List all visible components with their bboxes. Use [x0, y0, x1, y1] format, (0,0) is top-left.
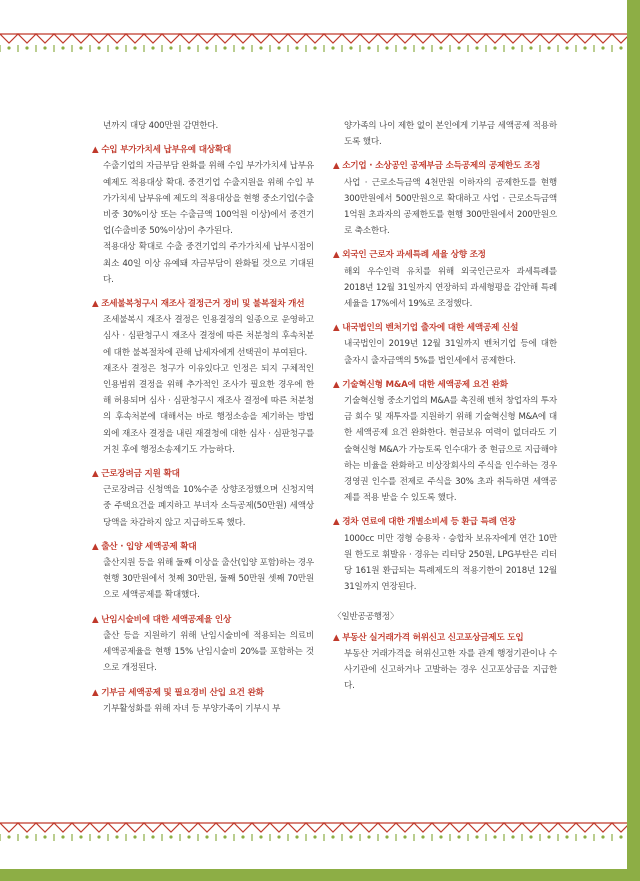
section: [333, 377, 557, 507]
zigzag-mark: [216, 823, 234, 832]
pattern-dot: [169, 835, 172, 838]
pattern-dot: [421, 835, 424, 838]
section-paragraph: 적용대상 확대로 수출 중견기업의 주가가치세 납부시점이 최소 40일 이상 유예돼 자금부담이 완화될 것으로 기대된다.: [103, 242, 314, 285]
section-title: 기부금 세액공제 및 필요경비 산입 요건 완화: [101, 687, 264, 698]
section-paragraph: 1000cc 미만 경형 승용차 · 승합차 보유자에게 연간 10만원 한도로 휘발유 · 경유는 리터당 250원, LPG부탄은 리터당 161원 환급되는 특례제도의 적용기한이 2018년 12월 31일까지 연장된다.: [344, 533, 557, 593]
zigzag-mark: [270, 823, 288, 832]
pattern-dot: [619, 46, 622, 49]
pattern-dot: [43, 835, 46, 838]
section-title: 내국법인의 벤처기업 출자에 대한 세액공제 신설: [342, 323, 519, 334]
section-paragraph: 수출기업의 자금부담 완화를 위해 수입 부가가치세 납부유예제도 적용대상 확대. 중견기업 수출지원을 위해 수입 부가가치세 납부유예 제도의 적용대상을 현행 중소기업(수출비중 30%이상 또는 수출금액 100억원 이상)에서 중견기업(수출비중 50%이상)이 추가된다.: [103, 161, 314, 237]
triangle-bullet-icon: ▲: [92, 299, 102, 310]
section-title: 난임시술비에 대한 세액공제율 인상: [101, 614, 232, 625]
zigzag-mark: [72, 34, 90, 43]
zigzag-mark: [108, 34, 126, 43]
section: [333, 514, 557, 595]
pattern-dot: [295, 835, 298, 838]
section-heading: [333, 247, 557, 263]
pattern-dot: [133, 46, 136, 49]
zigzag-mark: [576, 823, 594, 832]
pattern-dot: [421, 46, 424, 49]
triangle-bullet-icon: ▲: [333, 323, 343, 334]
section-heading: [92, 685, 314, 701]
zigzag-mark: [18, 823, 36, 832]
pattern-dot: [151, 46, 154, 49]
section: [333, 247, 557, 312]
section-heading: [92, 539, 314, 555]
section-heading: [92, 612, 314, 628]
pattern-dot: [601, 835, 604, 838]
zigzag-mark: [108, 823, 126, 832]
pattern-dot: [331, 46, 334, 49]
pattern-dot: [241, 835, 244, 838]
pattern-dot: [475, 835, 478, 838]
triangle-bullet-icon: ▲: [333, 250, 343, 261]
zigzag-mark: [198, 34, 216, 43]
section-title: 부동산 실거래가격 허위신고 신고포상금제도 도입: [342, 632, 524, 643]
zigzag-mark: [144, 34, 162, 43]
zigzag-mark: [558, 34, 576, 43]
zigzag-mark: [270, 34, 288, 43]
section-paragraph: 근로장려금 신청액을 10%수준 상향조정했으며 신청지역 중 주택요건을 폐지하고 부녀자 소득공제(50만원) 세액상당액을 차감하지 않고 지급하도록 했다.: [103, 485, 314, 528]
triangle-bullet-icon: ▲: [92, 614, 102, 625]
zigzag-mark: [558, 823, 576, 832]
zigzag-mark: [54, 823, 72, 832]
section-title: 경차 연료에 대한 개별소비세 등 환급 특례 연장: [342, 517, 516, 528]
zigzag-mark: [216, 34, 234, 43]
zigzag-mark: [288, 823, 306, 832]
triangle-bullet-icon: ▲: [92, 541, 102, 552]
zigzag-mark: [504, 34, 522, 43]
zigzag-mark: [306, 34, 324, 43]
pattern-dot: [97, 835, 100, 838]
decorative-border-top: [0, 30, 627, 56]
pattern-dot: [25, 46, 28, 49]
pattern-dot: [61, 46, 64, 49]
pattern-dot: [619, 835, 622, 838]
section-title: 근로장려금 지원 확대: [101, 469, 180, 480]
section-heading: [92, 466, 314, 482]
pattern-dot: [583, 835, 586, 838]
zigzag-mark: [288, 34, 306, 43]
zigzag-mark: [324, 823, 342, 832]
zigzag-mark: [504, 823, 522, 832]
pattern-dot: [259, 46, 262, 49]
pattern-dot: [169, 46, 172, 49]
zigzag-mark: [612, 34, 627, 43]
pattern-dot: [115, 835, 118, 838]
section-paragraph: 기부활성화를 위해 자녀 등 부양가족이 기부시 부: [103, 703, 281, 714]
section: [92, 466, 314, 531]
pattern-dot: [583, 46, 586, 49]
pattern-dot: [79, 835, 82, 838]
zigzag-mark: [324, 34, 342, 43]
pattern-dot: [223, 835, 226, 838]
zigzag-mark: [342, 34, 360, 43]
section: [333, 630, 557, 695]
zigzag-mark: [180, 34, 198, 43]
section: [333, 158, 557, 239]
triangle-bullet-icon: ▲: [92, 687, 102, 698]
zigzag-mark: [234, 823, 252, 832]
pattern-dot: [187, 46, 190, 49]
zigzag-mark: [342, 823, 360, 832]
section-heading: [333, 514, 557, 530]
pattern-dot: [475, 46, 478, 49]
zigzag-mark: [594, 823, 612, 832]
section-paragraph: 조세불복시 재조사 결정은 인용결정의 일종으로 운영하고 심사 · 심판청구시 재조사 결정에 따른 처분청의 후속처분에 대한 불복절차에 관해 납세자에게 선택권이 부여된다.: [103, 315, 314, 358]
pattern-dot: [349, 46, 352, 49]
section-paragraph: 출산 등을 지원하기 위해 난임시술비에 적용되는 의료비 세액공제율을 현행 15% 난임시술비 20%를 포함하는 것으로 개정된다.: [103, 630, 314, 674]
triangle-bullet-icon: ▲: [333, 379, 343, 390]
pattern-dot: [385, 46, 388, 49]
pattern-dot: [367, 46, 370, 49]
pattern-dot: [565, 46, 568, 49]
zigzag-mark: [54, 34, 72, 43]
zigzag-mark: [414, 823, 432, 832]
zigzag-mark: [414, 34, 432, 43]
pattern-dot: [385, 835, 388, 838]
zigzag-mark: [360, 34, 378, 43]
triangle-bullet-icon: ▲: [92, 145, 102, 156]
pattern-dot: [277, 835, 280, 838]
pattern-dot: [313, 835, 316, 838]
section-heading: [333, 630, 557, 646]
pattern-dot: [25, 835, 28, 838]
pattern-dot: [295, 46, 298, 49]
section: [333, 320, 557, 369]
pattern-dot: [529, 46, 532, 49]
pattern-dot: [367, 835, 370, 838]
pattern-dot: [205, 835, 208, 838]
pattern-dot: [403, 835, 406, 838]
zigzag-mark: [198, 823, 216, 832]
zigzag-mark: [0, 34, 18, 43]
zigzag-mark: [36, 823, 54, 832]
section-title: 수입 부가가치세 납부유예 대상확대: [101, 145, 232, 156]
pattern-dot: [565, 835, 568, 838]
pattern-dot: [547, 46, 550, 49]
triangle-bullet-icon: ▲: [92, 469, 102, 480]
zigzag-mark: [432, 823, 450, 832]
pattern-dot: [277, 46, 280, 49]
zigzag-mark: [252, 823, 270, 832]
zigzag-mark: [36, 34, 54, 43]
section-heading: [92, 296, 314, 312]
zigzag-mark: [486, 823, 504, 832]
pattern-dot: [223, 46, 226, 49]
triangle-bullet-icon: ▲: [333, 161, 343, 172]
pattern-dot: [313, 46, 316, 49]
zigzag-mark: [450, 34, 468, 43]
zigzag-mark: [468, 823, 486, 832]
pattern-dot: [61, 835, 64, 838]
zigzag-mark: [360, 823, 378, 832]
pattern-dot: [547, 835, 550, 838]
pattern-dot: [151, 835, 154, 838]
section-paragraph: 해외 우수인력 유치를 위해 외국인근로자 과세특례를 2018년 12월 31일까지 연장하되 과세형평을 감안해 특례세율을 17%에서 19%로 조정했다.: [344, 266, 557, 310]
section-heading: [92, 142, 314, 158]
zigzag-mark: [234, 34, 252, 43]
zigzag-mark: [162, 34, 180, 43]
zigzag-mark: [90, 823, 108, 832]
pattern-dot: [457, 46, 460, 49]
pattern-dot: [439, 835, 442, 838]
section-title: 외국인 근로자 과세특례 세율 상향 조정: [342, 250, 486, 261]
zigzag-mark: [522, 34, 540, 43]
pattern-dot: [259, 835, 262, 838]
section-paragraph: 내국법인이 2019년 12월 31일까지 벤처기업 등에 대한 출자시 출자금액의 5%를 법인세에서 공제한다.: [344, 339, 557, 366]
section-paragraph: 기술혁신형 중소기업의 M&A를 촉진해 벤처 창업자의 투자금 회수 및 재투자를 지원하기 위해 기술혁신형 M&A에 대한 세액공제 요건 완화한다. 현금보유 여력이 없더라도 기술혁신형 M&A가 가능토록 인수대가 중 현금으로 지급해야하는 비율을 완화하고 비상장회사의 주식을 인수하는 경우 경영권 인수를 전제로 주식을 30% 초과 취득하면 세액공제를 적용 받을 수 있도록 했다.: [344, 396, 557, 504]
zigzag-mark: [540, 823, 558, 832]
zigzag-mark: [396, 823, 414, 832]
zigzag-mark: [540, 34, 558, 43]
pattern-dot: [349, 835, 352, 838]
pattern-dot: [457, 835, 460, 838]
left-intro: 년까지 대당 400만원 감면한다.: [103, 121, 219, 131]
pattern-dot: [115, 46, 118, 49]
pattern-dot: [79, 46, 82, 49]
pattern-dot: [133, 835, 136, 838]
zigzag-mark: [180, 823, 198, 832]
zigzag-mark: [576, 34, 594, 43]
zigzag-mark: [0, 823, 18, 832]
triangle-bullet-icon: ▲: [333, 517, 343, 528]
section-title: 출산 · 입양 세액공제 확대: [101, 541, 197, 552]
pattern-dot: [403, 46, 406, 49]
pattern-dot: [511, 835, 514, 838]
right-column: [333, 118, 557, 703]
right-intro: 양가족의 나이 제한 없이 본인에게 기부금 세액공제 적용하도록 했다.: [344, 121, 557, 148]
zigzag-mark: [162, 823, 180, 832]
pattern-dot: [43, 46, 46, 49]
pattern-dot: [493, 835, 496, 838]
section-heading: [333, 158, 557, 174]
decorative-border-bottom: [0, 819, 627, 845]
zigzag-mark: [612, 823, 627, 832]
section-title: 조세불복청구시 재조사 결정근거 정비 및 불복절차 개선: [101, 299, 305, 310]
section: [92, 142, 314, 288]
section-paragraph: 부동산 거래가격을 허위신고한 자를 관계 행정기관이나 수사기관에 신고하거나 고발하는 경우 신고포상금을 지급한다.: [344, 648, 557, 692]
section-paragraph: 사업 · 근로소득금액 4천만원 이하자의 공제한도를 현행 300만원에서 500만원으로 확대하고 사업 · 근로소득금액 1억원 초과자의 공제한도를 현행 300만원에서 200만원으로 축소한다.: [344, 177, 557, 237]
zigzag-mark: [486, 34, 504, 43]
pattern-dot: [97, 46, 100, 49]
zigzag-mark: [126, 823, 144, 832]
zigzag-mark: [252, 34, 270, 43]
section-heading: [333, 377, 557, 393]
pattern-dot: [493, 46, 496, 49]
left-column: [92, 118, 314, 725]
zigzag-mark: [522, 823, 540, 832]
zigzag-mark: [72, 823, 90, 832]
pattern-dot: [241, 46, 244, 49]
section: [92, 296, 314, 458]
triangle-bullet-icon: ▲: [333, 632, 343, 643]
section-title: 기술혁신형 M&A에 대한 세액공제 요건 완화: [342, 379, 508, 390]
pattern-dot: [7, 835, 10, 838]
pattern-dot: [187, 835, 190, 838]
section-paragraph: 재조사 결정은 청구가 이유있다고 인정은 되지 구체적인 인용범위 결정을 위해 추가적인 조사가 필요한 경우에 한해 허용되며 심사 · 심판청구시 재조사 결정에 따른 처분청의 후속처분에 대해서는 바로 행정소송을 제기하는 방법 외에 재조사 결정을 내린 재결청에 대한 심사 · 심판청구를 거친 후에 행정소송제기도 가능하다.: [103, 363, 314, 455]
section-title: 소기업 · 소상공인 공제부금 소득공제의 공제한도 조정: [342, 161, 541, 172]
pattern-dot: [439, 46, 442, 49]
zigzag-mark: [90, 34, 108, 43]
zigzag-mark: [144, 823, 162, 832]
pattern-dot: [529, 835, 532, 838]
pattern-dot: [601, 46, 604, 49]
section: [92, 612, 314, 677]
zigzag-mark: [126, 34, 144, 43]
zigzag-mark: [396, 34, 414, 43]
pattern-dot: [205, 46, 208, 49]
category-heading: 〈일반공공행정〉: [333, 612, 399, 623]
pattern-dot: [331, 835, 334, 838]
zigzag-mark: [378, 823, 396, 832]
pattern-dot: [7, 46, 10, 49]
zigzag-mark: [378, 34, 396, 43]
zigzag-mark: [432, 34, 450, 43]
zigzag-mark: [594, 34, 612, 43]
section: [92, 539, 314, 604]
zigzag-mark: [18, 34, 36, 43]
zigzag-mark: [306, 823, 324, 832]
zigzag-mark: [450, 823, 468, 832]
zigzag-mark: [468, 34, 486, 43]
pattern-dot: [511, 46, 514, 49]
section-paragraph: 출산지원 등을 위해 둘째 이상을 출산(입양 포함)하는 경우 현행 30만원에서 첫째 30만원, 둘째 50만원 셋째 70만원으로 세액공제를 확대했다.: [103, 558, 314, 601]
section-heading: [333, 320, 557, 336]
section: [92, 685, 314, 717]
